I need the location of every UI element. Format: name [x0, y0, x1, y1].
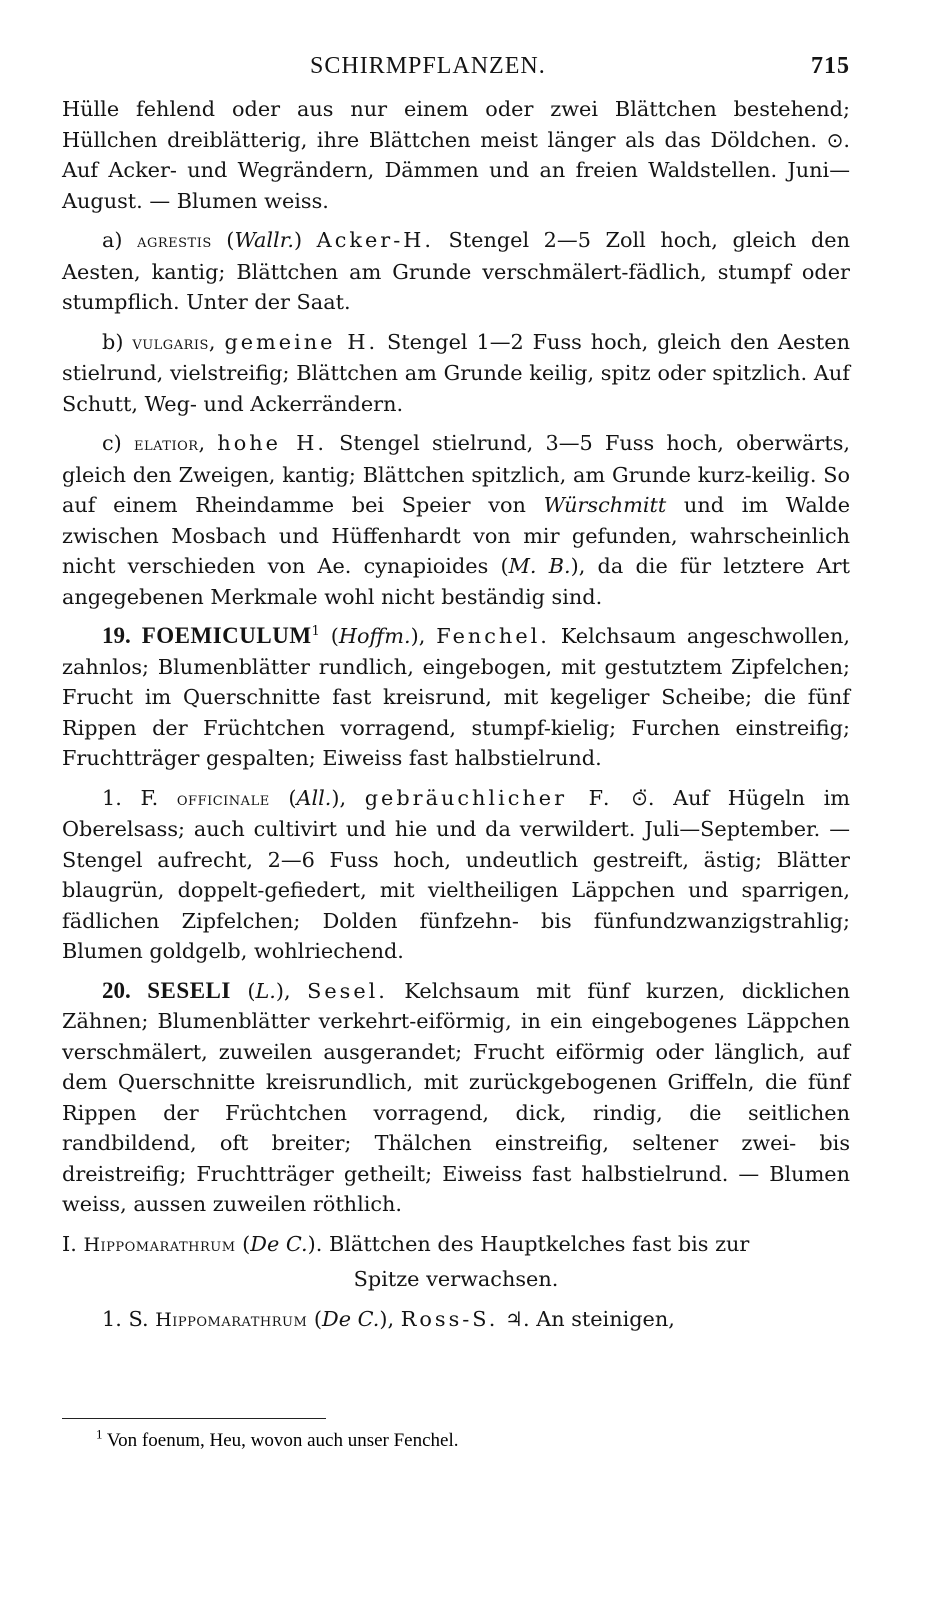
perennial-symbol-icon: ♃	[505, 1306, 523, 1331]
page-header	[62, 48, 850, 84]
paragraph-hulle: Hülle fehlend oder aus nur einem oder zwei Blättchen bestehend; Hüllchen dreiblätterig, ihre Blättchen meist länger als das Döldchen. ⊙. Auf Acker- und Wegrändern, Dämmen und an freien Waldstellen. Juni—August. — Blumen weiss.	[62, 97, 850, 213]
variety-elatior: c) elatior, hohe H. Stengel stielrund, 3—5 Fuss hoch, oberwärts, gleich den Zweigen, kantig; Blättchen spitzlich, am Grunde kurz-keilig. So auf einem Rheindamme bei Speier von Würschmitt und im Walde zwischen Mosbach und Hüffenhardt von mir gefunden, wahrscheinlich nicht verschieden von Ae. cynapioides (M. B.), da die für letztere Art angegebenen Merkmale wohl nicht beständig sind.	[62, 431, 851, 609]
section-hippomarathrum-cont: Spitze verwachsen.	[353, 1267, 559, 1291]
section-hippomarathrum: I. Hippomarathrum (De C.). Blättchen des Hauptkelches fast bis zur	[62, 1231, 750, 1256]
running-title: SCHIRMPFLANZEN.	[310, 53, 546, 79]
biennial-symbol-icon: ⊙̈	[631, 785, 648, 810]
species-officinale: 1. F. officinale (All.), gebräuchlicher F. ⊙̈. Auf Hügeln im Oberelsass; auch cultivirt und hie und da verwildert. Juli—September. — Stengel aufrecht, 2—6 Fuss hoch, undeutlich gestreift, ästig; Blätter blaugrün, doppelt-gefiedert, mit vieltheiligen Läppchen und sparrigen, fädlichen Zipfelchen; Dolden fünfzehn- bis fünfundzwanzigstrahlig; Blumen goldgelb, wohlriechend.	[62, 785, 850, 963]
genus-seseli: 20. SESELI (L.), Sesel. Kelchsaum mit fünf kurzen, dicklichen Zähnen; Blumenblätter verkehrt-eiförmig, in ein eingebogenes Läppchen verschmälert, zuweilen ausgerandet; Frucht eiförmig oder länglich, auf dem Querschnitte kreisrundlich, mit zurückgebogenen Griffeln, die fünf Rippen der Früchtchen vorragend, dick, rindig, die seitlichen randbildend, oft breiter; Thälchen einstreifig, seltener zwei- bis dreistreifig; Fruchtträger getheilt; Eiweiss fast halbstielrund. — Blumen weiss, aussen zuweilen röthlich.	[62, 977, 850, 1216]
variety-agrestis: a) agrestis (Wallr.) Acker-H. Stengel 2—5 Zoll hoch, gleich den Aesten, kantig; Blättchen am Grunde verschmälert-fädlich, stumpf oder stumpflich. Unter der Saat.	[62, 228, 850, 314]
genus-foeniculum: 19. FOEMICULUM$^1$ (Hoffm.), Fenchel. Kelchsaum angeschwollen, zahnlos; Blumenblätter rundlich, eingebogen, mit gestutztem Zipfelchen; Frucht im Querschnitte fast kreisrund, mit kegeliger Scheibe; die fünf Rippen der Früchtchen vorragend, stumpf-kielig; Furchen einstreifig; Fruchtträger gespalten; Eiweiss fast halbstielrund.	[62, 623, 850, 770]
page-number: 715	[811, 53, 850, 79]
footnote: $^1$ Von foenum, Heu, wovon auch unser Fenchel.	[96, 1426, 459, 1451]
footnote-divider	[62, 1418, 326, 1419]
variety-vulgaris: b) vulgaris, gemeine H. Stengel 1—2 Fuss hoch, gleich den Aesten stielrund, vielstreifig; Blättchen am Grunde keilig, spitz oder spitzlich. Auf Schutt, Weg- und Ackerrändern.	[62, 329, 850, 416]
species-hippomarathrum: 1. S. Hippomarathrum (De C.), Ross-S. ♃. An steinigen,	[102, 1306, 675, 1331]
annual-symbol-icon: ⊙	[826, 127, 844, 152]
footnote-mark: 1	[311, 624, 320, 640]
